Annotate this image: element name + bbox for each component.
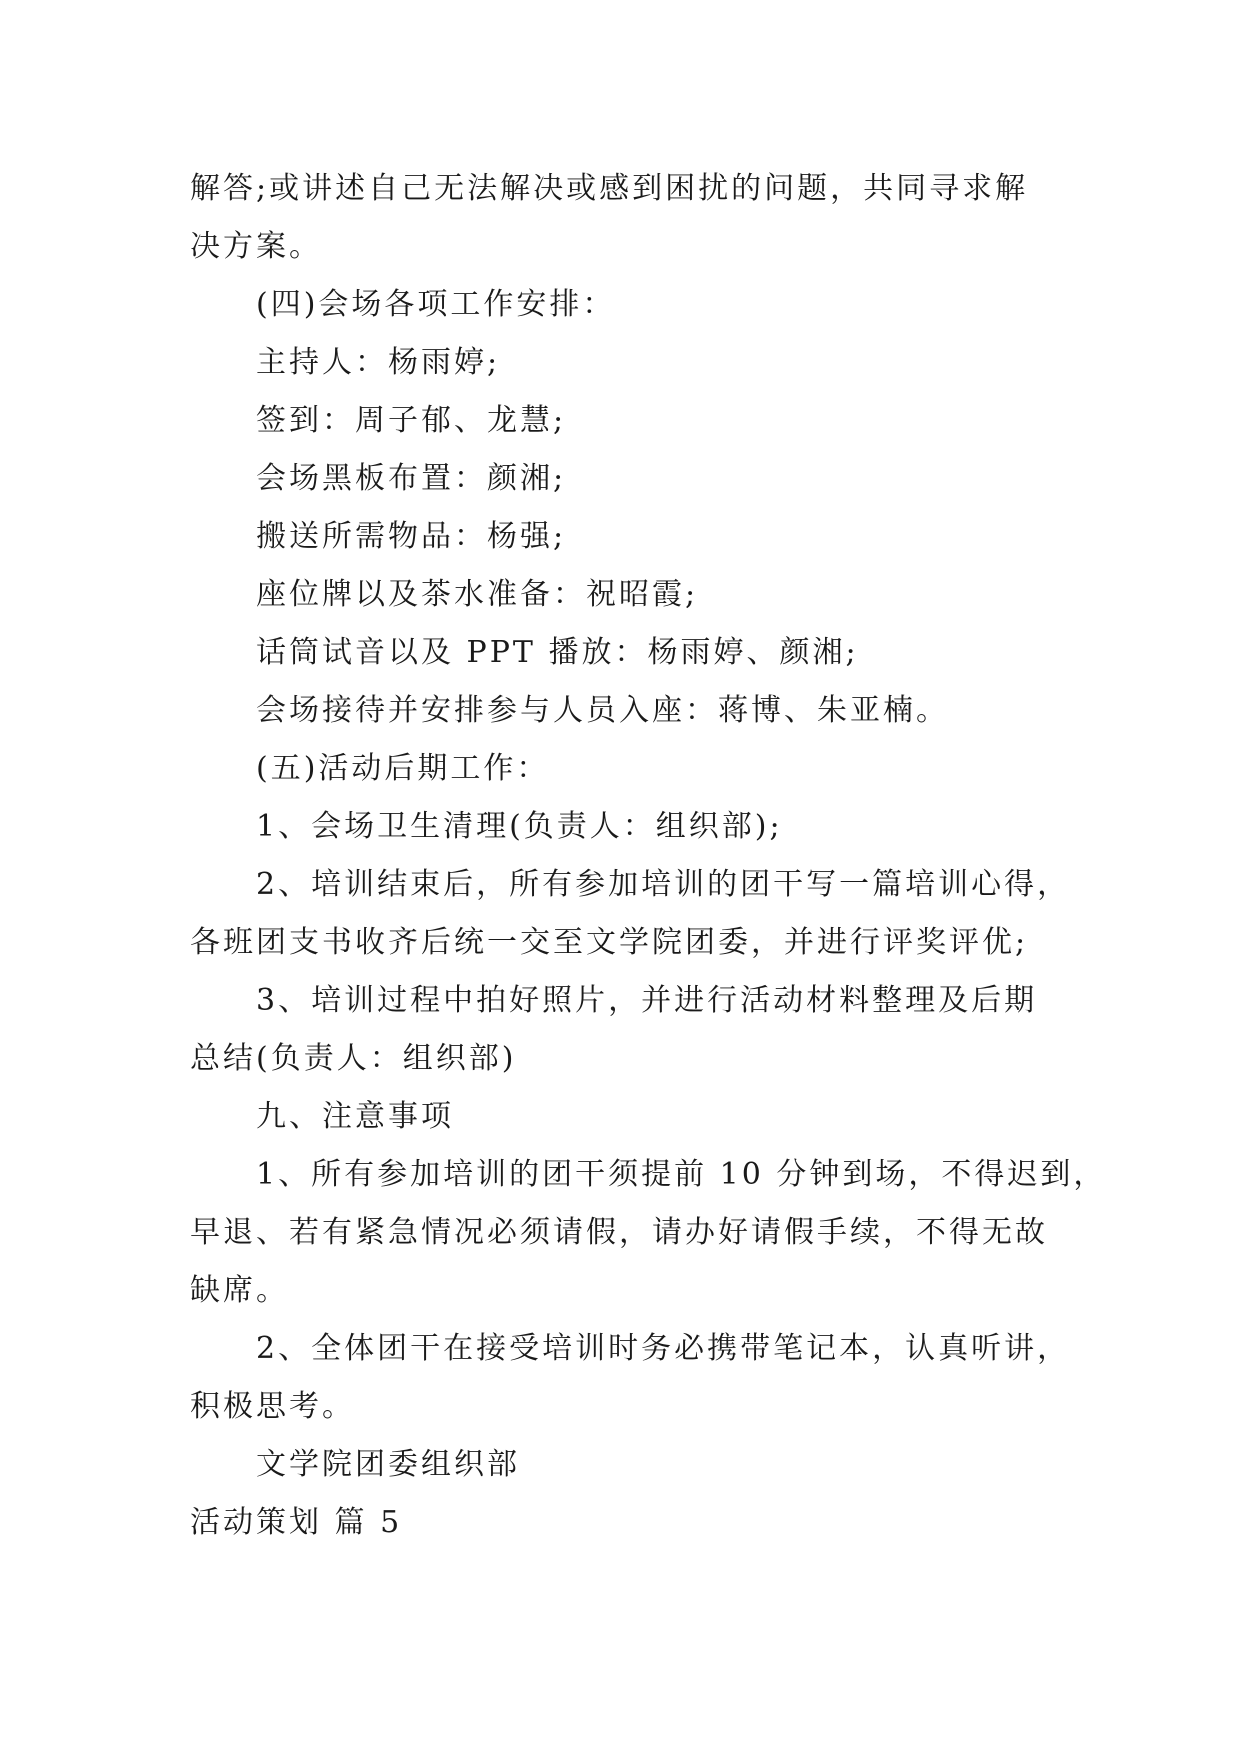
paragraph-line: 会场接待并安排参与人员入座：蒋博、朱亚楠。 xyxy=(256,693,949,728)
article-title: 活动策划 篇 5 xyxy=(190,1505,403,1540)
paragraph-line: 2、全体团干在接受培训时务必携带笔记本，认真听讲， xyxy=(256,1331,1071,1366)
paragraph-line: 座位牌以及茶水准备：祝昭霞; xyxy=(256,577,699,612)
document-body xyxy=(190,160,1107,1552)
paragraph-line: 1、所有参加培训的团干须提前 10 分钟到场，不得迟到， xyxy=(256,1157,1107,1192)
paragraph-line: 缺席。 xyxy=(190,1273,289,1308)
paragraph-line: 积极思考。 xyxy=(190,1389,355,1424)
section-heading: 九、注意事项 xyxy=(256,1099,454,1134)
signature-line: 文学院团委组织部 xyxy=(256,1447,520,1482)
paragraph-line: 主持人：杨雨婷; xyxy=(256,345,501,380)
paragraph-line: 会场黑板布置：颜湘; xyxy=(256,461,567,496)
paragraph-line: 解答;或讲述自己无法解决或感到困扰的问题，共同寻求解 xyxy=(190,171,1029,206)
section-heading: (五)活动后期工作： xyxy=(256,751,550,786)
paragraph-line: 2、培训结束后，所有参加培训的团干写一篇培训心得， xyxy=(256,867,1071,902)
paragraph-line: 3、培训过程中拍好照片，并进行活动材料整理及后期 xyxy=(256,983,1038,1018)
paragraph-line: 签到：周子郁、龙慧; xyxy=(256,403,567,438)
paragraph-line: 搬送所需物品：杨强; xyxy=(256,519,567,554)
section-heading: (四)会场各项工作安排： xyxy=(256,287,616,322)
paragraph-line: 总结(负责人：组织部) xyxy=(190,1041,517,1076)
paragraph-line: 话筒试音以及 PPT 播放：杨雨婷、颜湘; xyxy=(256,635,859,670)
paragraph-line: 各班团支书收齐后统一交至文学院团委，并进行评奖评优; xyxy=(190,925,1029,960)
paragraph-line: 决方案。 xyxy=(190,229,322,264)
paragraph-line: 早退、若有紧急情况必须请假，请办好请假手续，不得无故 xyxy=(190,1215,1048,1250)
paragraph-line: 1、会场卫生清理(负责人：组织部); xyxy=(256,809,783,844)
